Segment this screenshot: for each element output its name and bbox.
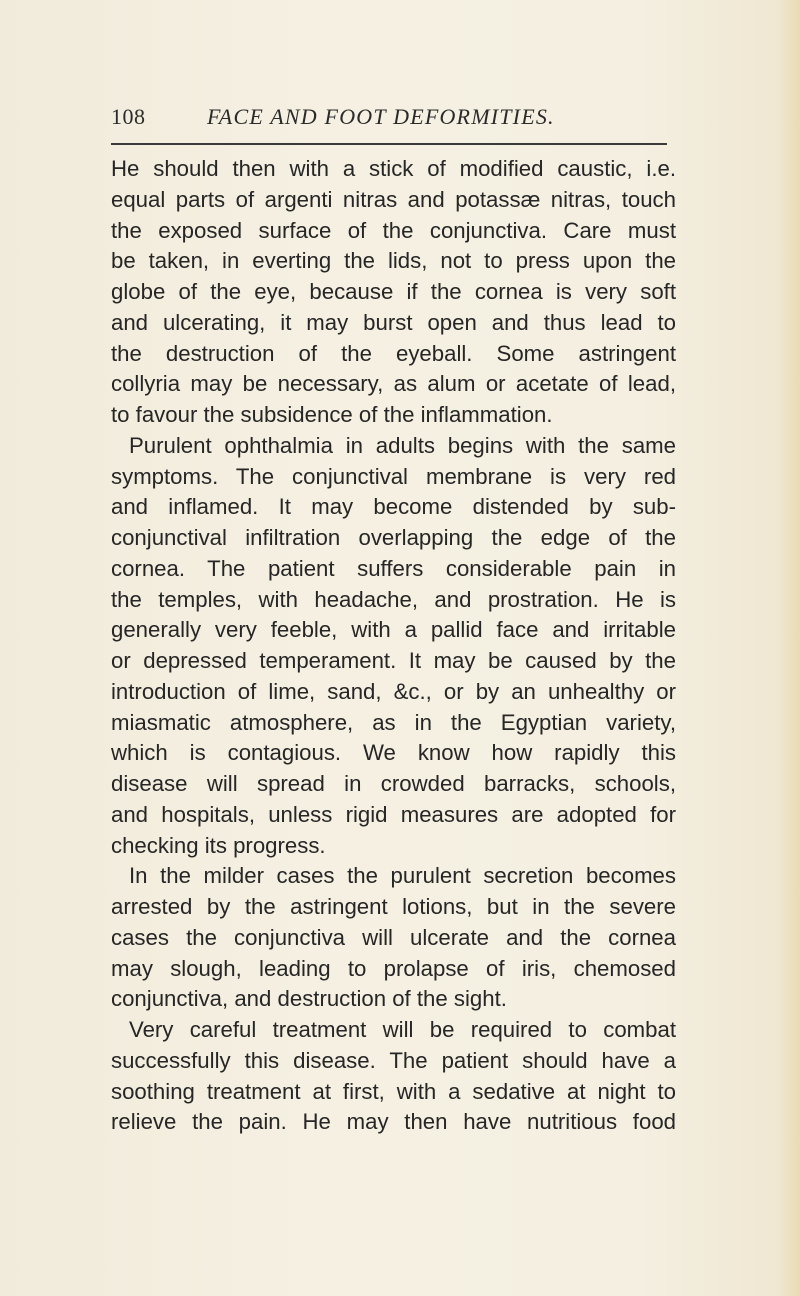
text-line: the temples, with headache, and prostration. He is [111,586,676,612]
text-line: successfully this disease. The patient should have a [111,1047,676,1073]
text-line: globe of the eye, because if the cornea is very soft [111,279,676,304]
text-line: relieve the pain. He may then have nutritious food [111,1109,676,1135]
text-line: cornea. The patient suffers considerable pain in [111,555,676,581]
text-line: and inflamed. It may become distended by sub- [111,494,676,520]
text-line: In the milder cases the purulent secretion becomes [129,863,676,889]
text-line: disease will spread in crowded barracks, schools, [111,771,676,796]
text-line: generally very feeble, with a pallid face and irritable [111,617,676,643]
text-line: or depressed temperament. It may be caused by the [111,648,676,673]
text-line: collyria may be necessary, as alum or acetate of lead, [111,371,676,397]
body-text [111,154,676,1138]
text-line: miasmatic atmosphere, as in the Egyptian variety, [111,709,676,735]
running-head: FACE AND FOOT DEFORMITIES. [207,104,555,129]
text-line: symptoms. The conjunctival membrane is very red [111,463,676,489]
text-line: the exposed surface of the conjunctiva. Care must [111,217,676,243]
text-line: which is contagious. We know how rapidly this [111,740,676,766]
text-line: He should then with a stick of modified caustic, i.e. [111,156,676,181]
text-line: be taken, in everting the lids, not to press upon the [111,248,676,274]
text-line: cases the conjunctiva will ulcerate and the cornea [111,924,676,950]
text-line: equal parts of argenti nitras and potassæ nitras, touch [111,186,676,212]
text-line: arrested by the astringent lotions, but in the severe [111,894,676,919]
text-line: soothing treatment at first, with a sedative at night to [111,1078,676,1104]
page-edge-shading [778,0,800,1296]
text-line: to favour the subsidence of the inflammation. [111,402,553,427]
text-line: introduction of lime, sand, &c., or by an unhealthy or [111,678,676,704]
text-line: the destruction of the eyeball. Some astringent [111,340,676,366]
text-line: Purulent ophthalmia in adults begins with the same [129,432,676,458]
page-header [111,104,671,138]
text-line: conjunctival infiltration overlapping the edge of the [111,525,676,550]
text-line: Very careful treatment will be required to combat [129,1017,676,1042]
text-line: and ulcerating, it may burst open and thus lead to [111,309,676,335]
text-line: and hospitals, unless rigid measures are adopted for [111,801,676,827]
header-rule [111,143,667,145]
text-line: conjunctiva, and destruction of the sight. [111,986,507,1012]
text-line: checking its progress. [111,832,326,858]
page-number: 108 [111,104,146,129]
text-line: may slough, leading to prolapse of iris, chemosed [111,955,676,981]
